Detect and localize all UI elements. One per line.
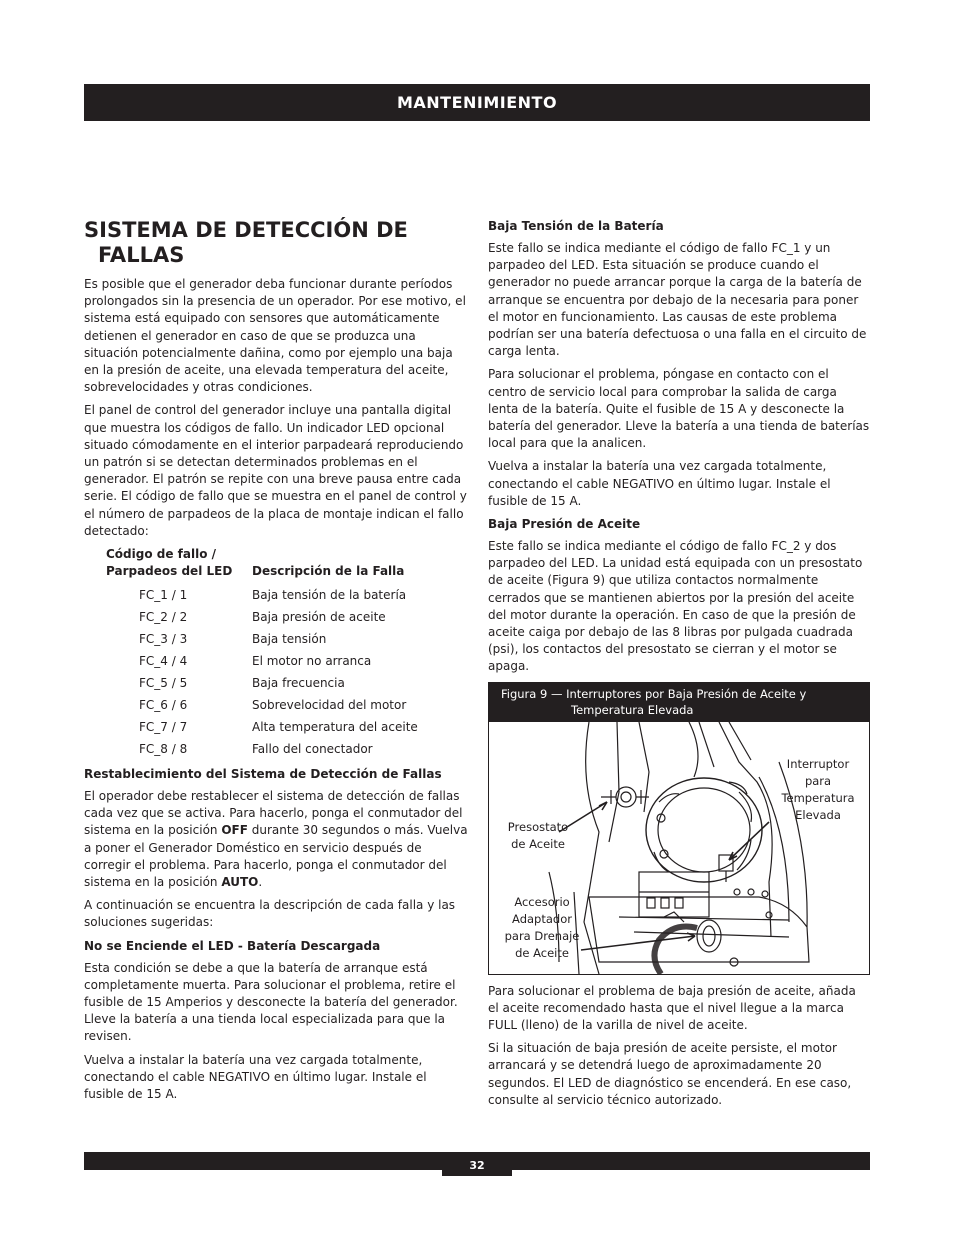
drain-label-line-1: Accesorio: [514, 894, 570, 909]
pres-label-line-1: Presostato: [507, 819, 569, 834]
battery-paragraph-1: Este fallo se indica mediante el código de fallo FC_1 y un parpadeo del LED. Esta situación se produce cuando el generador no puede arrancar porque la carga de la batería de arranque se encuentra por debajo de la necesaria para poner el motor en funcionamiento. Las causas de este problema podrían ser una batería defectuosa o una falla en el circuito de carga lenta.: [488, 241, 867, 359]
fault-code: FC_5 / 5: [139, 675, 188, 690]
temp-switch-label: [775, 756, 861, 824]
page-number: 32: [442, 1152, 512, 1176]
reset-text-c: .: [258, 875, 263, 890]
table-row: [106, 694, 418, 716]
figure-caption: [489, 683, 869, 722]
drain-adapter-label: [497, 894, 587, 962]
drain-label-line-2: Adaptador: [512, 911, 572, 926]
pressure-switch-label: [499, 819, 577, 853]
fault-code: FC_4 / 4: [139, 653, 188, 668]
fault-code: FC_7 / 7: [139, 719, 188, 734]
oil-heading: Baja Presión de Aceite: [488, 517, 641, 532]
page-heading: [84, 218, 468, 268]
fault-code: FC_1 / 1: [139, 587, 188, 602]
fault-desc: Baja frecuencia: [252, 675, 345, 690]
fault-code: FC_2 / 2: [139, 609, 188, 624]
oil-paragraph-2: Para solucionar el problema de baja presión de aceite, añada el aceite recomendado hasta que el nivel llegue a la marca FULL (lleno) de la varilla de nivel de aceite.: [488, 983, 856, 1033]
fault-desc: Alta temperatura del aceite: [252, 719, 418, 734]
table-row: [106, 672, 418, 694]
temp-label-line-3: Temperatura: [781, 790, 855, 805]
oil-paragraph-3: Si la situación de baja presión de aceite persiste, el motor arrancará y se detendrá luego de aproximadamente 20 segundos. El LED de diagnóstico se encenderá. En ese caso, consulte al servicio técnico autorizado.: [488, 1041, 852, 1107]
battery-paragraph-2: Para solucionar el problema, póngase en contacto con el centro de servicio local para comprobar la salida de carga lenta de la batería. Quite el fusible de 15 A y desconecte la batería del generador. Lleve la batería a una tienda de baterías local para que la analicen.: [488, 367, 870, 451]
table-row: [106, 738, 418, 760]
led-paragraph-1: Esta condición se debe a que la batería de arranque está completamente muerta. Para solucionar el problema, retire el fusible de 15 Amperios y desconecte la batería del generador. Lleve la batería a una tienda local especializada para que la revisen.: [84, 960, 458, 1044]
reset-text-a: El operador debe restablecer el sistema de detección de fallas cada vez que se activa. Para hacerlo, ponga el conmutador del sistema en la posición: [84, 789, 463, 838]
heading-line-2: FALLAS: [98, 243, 185, 267]
led-paragraph-2: Vuelva a instalar la batería una vez cargada totalmente, conectando el cable NEGATIVO en último lugar. Instale el fusible de 15 A.: [84, 1052, 427, 1102]
fault-code-table: [106, 546, 418, 760]
reset-text-b: durante 30 segundos o más. Vuelva a poner el Generador Doméstico en servicio después de corregir el problema. Para hacerlo, ponga el conmutador del sistema en la posición: [84, 823, 468, 890]
temp-label-line-2: para: [804, 773, 832, 788]
right-column: [488, 218, 870, 1115]
fault-desc: Baja tensión de la batería: [252, 587, 407, 602]
table-row: [106, 606, 418, 628]
drain-label-line-4: de Aceite: [515, 945, 569, 960]
engine-illustration: [489, 722, 869, 974]
solutions-intro-paragraph: A continuación se encuentra la descripción de cada falla y las soluciones sugeridas:: [84, 898, 456, 930]
fault-desc-header: Descripción de la Falla: [252, 564, 405, 579]
left-column: [84, 218, 468, 1109]
fault-desc: Baja tensión: [252, 631, 327, 646]
figure-caption-line-2: Temperatura Elevada: [571, 702, 694, 717]
table-row: [106, 628, 418, 650]
fault-code: FC_3 / 3: [139, 631, 188, 646]
temp-label-line-4: Elevada: [795, 807, 841, 822]
fault-desc: El motor no arranca: [252, 653, 372, 668]
led-heading: No se Enciende el LED - Batería Descargada: [84, 938, 381, 953]
heading-line-1: SISTEMA DE DETECCIÓN DE: [84, 218, 408, 242]
oil-paragraph-1: Este fallo se indica mediante el código de fallo FC_2 y dos parpadeo del LED. La unidad está equipada con un presostato de aceite (Figura 9) que utiliza contactos normalmente cerrados que se mantienen abiertos por la presión del aceite del motor durante la operación. En caso de que la presión de aceite caiga por debajo de las 8 libras por pulgada cuadrada (psi), los contactos del presostato se cierran y el motor se apaga.: [488, 539, 863, 674]
section-title: MANTENIMIENTO: [396, 93, 558, 112]
table-row: [106, 584, 418, 606]
intro-paragraph: Es posible que el generador deba funcionar durante períodos prolongados sin la presencia de un operador. Por ese motivo, el sistema está equipado con sensores que automáticamente detienen el generador en caso de que se produzca una situación potencialmente dañina, como por ejemplo una baja en la presión de aceite, una elevada temperatura del aceite, sobrevelocidades y otras condiciones.: [84, 277, 466, 395]
section-header: [84, 84, 870, 121]
pres-label-line-2: de Aceite: [511, 836, 565, 851]
battery-heading: Baja Tensión de la Batería: [488, 219, 664, 233]
fault-code: FC_6 / 6: [139, 697, 188, 712]
fault-code: FC_8 / 8: [139, 741, 188, 756]
table-row: [106, 716, 418, 738]
drain-label-line-3: para Drenaje: [504, 928, 580, 943]
fault-desc: Baja presión de aceite: [252, 609, 386, 624]
control-panel-paragraph: El panel de control del generador incluye una pantalla digital que muestra los códigos de fallo. Un indicador LED opcional situado cómodamente en el interior parpadeará reproduciendo un patrón si se detectan determinados problemas en el generador. El patrón se repite con una breve pausa entre cada serie. El código de fallo que se muestra en el panel de control y el número de parpadeos de la placa de montaje indican el fallo detectado:: [84, 403, 467, 538]
battery-paragraph-3: Vuelva a instalar la batería una vez cargada totalmente, conectando el cable NEGATIVO en último lugar. Instale el fusible de 15 A.: [488, 459, 831, 508]
reset-heading: Restablecimiento del Sistema de Detección de Fallas: [84, 767, 442, 782]
reset-paragraph: [84, 788, 468, 891]
auto-keyword: AUTO: [221, 875, 259, 890]
fault-desc: Fallo del conectador: [252, 741, 373, 756]
fault-desc: Sobrevelocidad del motor: [252, 697, 407, 712]
fault-code-header: [106, 546, 252, 584]
fault-code-header-line-2: Parpadeos del LED: [106, 564, 233, 579]
off-keyword: OFF: [221, 823, 248, 838]
figure-caption-line-1: Figura 9 — Interruptores por Baja Presión de Aceite y: [501, 686, 807, 701]
fault-code-header-line-1: Código de fallo /: [106, 547, 217, 562]
temp-label-line-1: Interruptor: [786, 756, 850, 771]
figure-9: [488, 682, 870, 975]
table-row: [106, 650, 418, 672]
